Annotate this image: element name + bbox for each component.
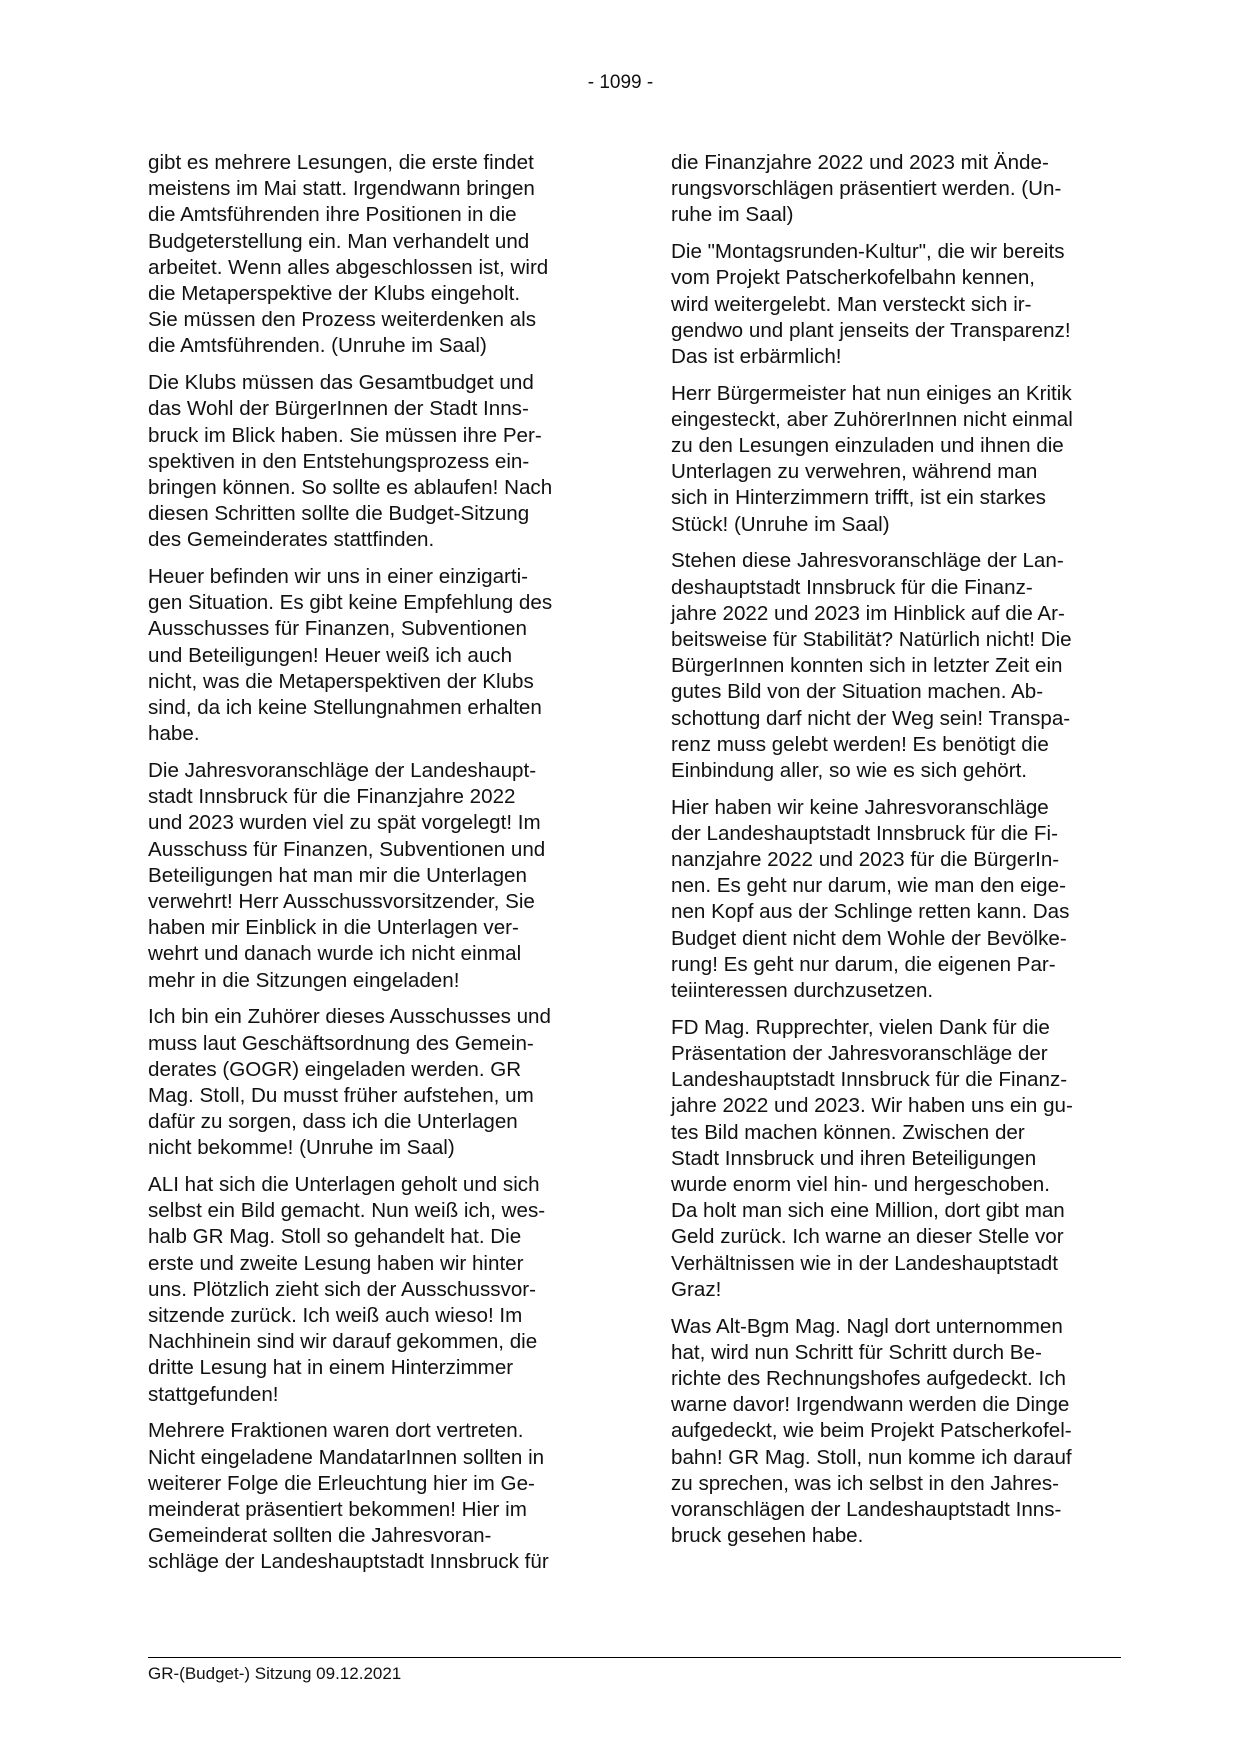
- text-line: Verhältnissen wie in der Landeshauptstadt: [671, 1251, 1058, 1275]
- text-line: sitzende zurück. Ich weiß auch wieso! Im: [148, 1304, 523, 1328]
- text-line: haben mir Einblick in die Unterlagen ver-: [148, 916, 519, 940]
- text-line: Die Klubs müssen das Gesamtbudget und: [148, 371, 534, 395]
- text-line: Budget dient nicht dem Wohle der Bevölke-: [671, 926, 1067, 950]
- text-line: ruhe im Saal): [671, 203, 794, 227]
- text-line: meistens im Mai statt. Irgendwann bringen: [148, 177, 535, 201]
- text-line: Unterlagen zu verwehren, während man: [671, 460, 1038, 484]
- text-line: das Wohl der BürgerInnen der Stadt Inns-: [148, 397, 529, 421]
- text-line: vom Projekt Patscherkofelbahn kennen,: [671, 266, 1036, 290]
- text-line: wurde enorm viel hin- und hergeschoben.: [671, 1173, 1050, 1197]
- paragraph: [148, 370, 608, 553]
- text-line: und 2023 wurden viel zu spät vorgelegt! Im: [148, 811, 541, 835]
- text-line: habe.: [148, 722, 200, 746]
- text-line: Sie müssen den Prozess weiterdenken als: [148, 308, 537, 332]
- text-line: wehrt und danach wurde ich nicht einmal: [148, 942, 522, 966]
- paragraph: [148, 564, 608, 747]
- text-line: deshauptstadt Innsbruck für die Finanz-: [671, 575, 1033, 599]
- text-line: rung! Es geht nur darum, die eigenen Par-: [671, 952, 1056, 976]
- text-line: eingesteckt, aber ZuhörerInnen nicht einmal: [671, 407, 1073, 431]
- page-number: - 1099 -: [587, 72, 654, 93]
- text-line: gendwo und plant jenseits der Transparenz!: [671, 318, 1071, 342]
- text-line: gen Situation. Es gibt keine Empfehlung des: [148, 591, 553, 615]
- text-line: Stück! (Unruhe im Saal): [671, 512, 890, 536]
- text-line: nanzjahre 2022 und 2023 für die BürgerIn-: [671, 848, 1060, 872]
- paragraph: [671, 1015, 1131, 1303]
- text-line: erste und zweite Lesung haben wir hinter: [148, 1251, 524, 1275]
- text-line: diesen Schritten sollte die Budget-Sitzung: [148, 502, 530, 526]
- text-line: Was Alt-Bgm Mag. Nagl dort unternommen: [671, 1314, 1063, 1338]
- text-line: meinderat präsentiert bekommen! Hier im: [148, 1497, 527, 1521]
- paragraph: [671, 795, 1131, 1005]
- text-line: Da holt man sich eine Million, dort gibt man: [671, 1199, 1065, 1223]
- text-line: der Landeshauptstadt Innsbruck für die Fi-: [671, 821, 1058, 845]
- text-line: Hier haben wir keine Jahresvoranschläge: [671, 795, 1049, 819]
- paragraph: [148, 1004, 608, 1161]
- text-line: des Gemeinderates stattfinden.: [148, 528, 435, 552]
- paragraph: [671, 1314, 1131, 1550]
- text-line: bruck gesehen habe.: [671, 1524, 864, 1548]
- text-line: nen. Es geht nur darum, wie man den eige-: [671, 874, 1066, 898]
- text-line: muss laut Geschäftsordnung des Gemein-: [148, 1031, 534, 1055]
- left-column: [148, 150, 608, 1586]
- text-line: Präsentation der Jahresvoranschläge der: [671, 1042, 1048, 1065]
- text-line: Das ist erbärmlich!: [671, 344, 842, 368]
- paragraph: [148, 758, 608, 994]
- text-line: Nachhinein sind wir darauf gekommen, die: [148, 1330, 538, 1354]
- text-line: bahn! GR Mag. Stoll, nun komme ich darauf: [671, 1445, 1072, 1469]
- paragraph: [671, 239, 1131, 370]
- text-line: zu den Lesungen einzuladen und ihnen die: [671, 434, 1064, 458]
- text-line: schottung darf nicht der Weg sein! Transpa-: [671, 706, 1071, 730]
- text-line: Einbindung aller, so wie es sich gehört.: [671, 758, 1028, 782]
- text-line: dafür zu sorgen, dass ich die Unterlagen: [148, 1110, 518, 1134]
- text-line: weiterer Folge die Erleuchtung hier im Ge-: [148, 1471, 535, 1495]
- text-line: stattgefunden!: [148, 1382, 279, 1406]
- paragraph: [671, 381, 1131, 538]
- text-line: nicht, was die Metaperspektiven der Klubs: [148, 669, 534, 693]
- text-line: jahre 2022 und 2023. Wir haben uns ein gu-: [671, 1094, 1073, 1118]
- text-line: und Beteiligungen! Heuer weiß ich auch: [148, 643, 513, 667]
- text-line: richte des Rechnungshofes aufgedeckt. Ich: [671, 1366, 1066, 1390]
- text-line: die Finanzjahre 2022 und 2023 mit Ände-: [671, 151, 1049, 174]
- text-line: nicht bekomme! (Unruhe im Saal): [148, 1136, 455, 1160]
- text-line: warne davor! Irgendwann werden die Dinge: [671, 1393, 1070, 1417]
- text-line: uns. Plötzlich zieht sich der Ausschussvor-: [148, 1277, 537, 1301]
- text-line: renz muss gelebt werden! Es benötigt die: [671, 732, 1049, 756]
- text-line: die Metaperspektive der Klubs eingeholt.: [148, 282, 521, 306]
- text-line: Mehrere Fraktionen waren dort vertreten.: [148, 1419, 524, 1443]
- text-line: Nicht eingeladene MandatarInnen sollten in: [148, 1445, 545, 1469]
- text-line: rungsvorschlägen präsentiert werden. (Un-: [671, 177, 1062, 201]
- text-line: spektiven in den Entstehungsprozess ein-: [148, 449, 530, 473]
- paragraph: [148, 150, 608, 360]
- text-line: voranschlägen der Landeshauptstadt Inns-: [671, 1497, 1062, 1521]
- text-line: selbst ein Bild gemacht. Nun weiß ich, wes-: [148, 1199, 546, 1223]
- text-line: Ausschuss für Finanzen, Subventionen und: [148, 837, 546, 861]
- footer-session-label: GR-(Budget-) Sitzung 09.12.2021: [148, 1664, 402, 1683]
- text-line: Mag. Stoll, Du musst früher aufstehen, um: [148, 1083, 534, 1107]
- text-line: mehr in die Sitzungen eingeladen!: [148, 968, 460, 992]
- text-line: Die Jahresvoranschläge der Landeshaupt-: [148, 758, 537, 782]
- text-line: zu sprechen, was ich selbst in den Jahres-: [671, 1471, 1060, 1495]
- text-line: Stadt Innsbruck und ihren Beteiligungen: [671, 1146, 1037, 1170]
- text-line: sind, da ich keine Stellungnahmen erhalten: [148, 696, 542, 720]
- text-line: Gemeinderat sollten die Jahresvoran-: [148, 1524, 492, 1548]
- text-line: bringen können. So sollte es ablaufen! Nach: [148, 475, 553, 499]
- text-line: Landeshauptstadt Innsbruck für die Finanz-: [671, 1068, 1068, 1092]
- text-line: sich in Hinterzimmern trifft, ist ein starkes: [671, 486, 1046, 510]
- text-line: aufgedeckt, wie beim Projekt Patscherkofel-: [671, 1419, 1072, 1443]
- text-line: beitsweise für Stabilität? Natürlich nicht! Die: [671, 627, 1072, 651]
- text-line: Heuer befinden wir uns in einer einzigarti-: [148, 565, 529, 589]
- text-line: FD Mag. Rupprechter, vielen Dank für die: [671, 1015, 1050, 1039]
- text-line: Stehen diese Jahresvoranschläge der Lan-: [671, 549, 1064, 573]
- text-line: Beteiligungen hat man mir die Unterlagen: [148, 863, 527, 887]
- text-line: stadt Innsbruck für die Finanzjahre 2022: [148, 785, 516, 809]
- text-line: verwehrt! Herr Ausschussvorsitzender, Sie: [148, 889, 535, 913]
- right-column: [671, 150, 1131, 1560]
- text-line: Die "Montagsrunden-Kultur", die wir bereits: [671, 240, 1065, 264]
- text-line: teiinteressen durchzusetzen.: [671, 979, 934, 1003]
- text-line: wird weitergelebt. Man versteckt sich ir-: [671, 292, 1032, 316]
- text-line: BürgerInnen konnten sich in letzter Zeit ein: [671, 654, 1063, 678]
- footer-divider: [148, 1657, 1121, 1658]
- text-line: arbeitet. Wenn alles abgeschlossen ist, wird: [148, 255, 549, 279]
- paragraph: [148, 1418, 608, 1575]
- paragraph: [671, 548, 1131, 784]
- text-line: die Amtsführenden. (Unruhe im Saal): [148, 334, 487, 358]
- paragraph: [148, 1172, 608, 1408]
- text-line: dritte Lesung hat in einem Hinterzimmer: [148, 1356, 514, 1380]
- text-line: Ausschusses für Finanzen, Subventionen: [148, 617, 527, 641]
- text-line: hat, wird nun Schritt für Schritt durch Be-: [671, 1340, 1042, 1364]
- text-line: Budgeterstellung ein. Man verhandelt und: [148, 229, 530, 253]
- text-line: Ich bin ein Zuhörer dieses Ausschusses und: [148, 1005, 551, 1029]
- text-line: gutes Bild von der Situation machen. Ab-: [671, 680, 1044, 704]
- text-line: nen Kopf aus der Schlinge retten kann. Das: [671, 900, 1070, 924]
- text-line: bruck im Blick haben. Sie müssen ihre Per-: [148, 423, 542, 447]
- text-line: tes Bild machen können. Zwischen der: [671, 1120, 1025, 1144]
- text-line: ALI hat sich die Unterlagen geholt und sich: [148, 1173, 540, 1197]
- text-line: Graz!: [671, 1277, 722, 1301]
- text-line: derates (GOGR) eingeladen werden. GR: [148, 1057, 522, 1081]
- text-line: Herr Bürgermeister hat nun einiges an Kritik: [671, 381, 1072, 405]
- text-line: gibt es mehrere Lesungen, die erste findet: [148, 151, 534, 174]
- text-line: jahre 2022 und 2023 im Hinblick auf die Ar-: [671, 601, 1065, 625]
- text-line: schläge der Landeshauptstadt Innsbruck für: [148, 1550, 549, 1574]
- text-line: halb GR Mag. Stoll so gehandelt hat. Die: [148, 1225, 522, 1249]
- paragraph: [671, 150, 1131, 229]
- text-line: Geld zurück. Ich warne an dieser Stelle vor: [671, 1225, 1064, 1249]
- text-line: die Amtsführenden ihre Positionen in die: [148, 203, 517, 227]
